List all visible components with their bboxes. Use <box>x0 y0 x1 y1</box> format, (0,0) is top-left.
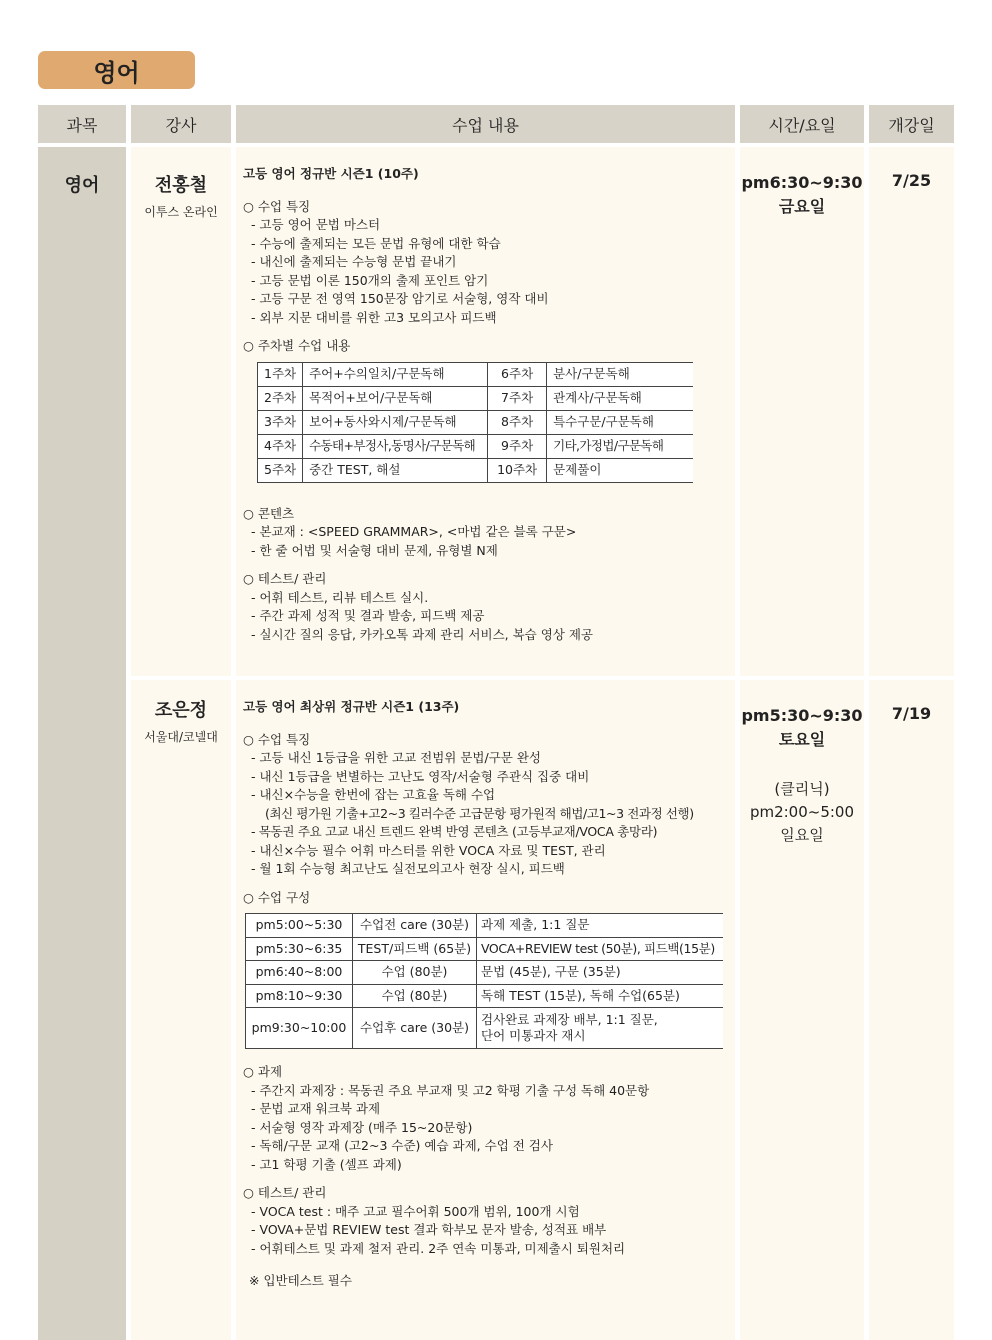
header-start-date: 개강일 <box>869 105 954 143</box>
table-row <box>258 434 694 458</box>
list-item: - 내신에 출제되는 수능형 문법 끝내기 <box>251 254 457 269</box>
structure-detail-line: 단어 미통과자 재시 <box>481 1028 586 1043</box>
list-item: - 독해/구문 교재 (고2~3 수준) 예습 과제, 수업 전 검사 <box>251 1138 553 1153</box>
structure-detail-line: 검사완료 과제장 배부, 1:1 질문, <box>481 1012 658 1027</box>
teacher-cell <box>131 147 236 676</box>
structure-time: pm6:40~8:00 <box>246 961 353 985</box>
table-row <box>246 984 724 1008</box>
list-item: - 고등 내신 1등급을 위한 고교 전범위 문법/구문 완성 <box>251 750 541 765</box>
structure-part: 수업후 care (30분) <box>353 1008 477 1049</box>
list-item: - VOVA+문법 REVIEW test 결과 학부모 문자 발송, 성적표 배부 <box>251 1222 607 1237</box>
teacher-name: 조은정 <box>154 700 208 721</box>
list-item: - 수능에 출제되는 모든 문법 유형에 대한 학습 <box>251 235 501 251</box>
week-cell: 6주차 <box>488 362 547 386</box>
start-date-cell <box>869 680 954 1340</box>
week-topic: 주어+수의일치/구문독해 <box>303 362 488 386</box>
subject-label: 영어 <box>64 175 100 196</box>
table-row <box>258 410 694 434</box>
content-cell <box>236 680 740 1340</box>
week-cell: 4주차 <box>258 434 303 458</box>
week-cell: 1주차 <box>258 362 303 386</box>
week-topic: 중간 TEST, 해설 <box>303 458 488 482</box>
teacher-affiliation: 이투스 온라인 <box>144 205 218 219</box>
structure-detail: 과제 제출, 1:1 질문 <box>477 914 724 938</box>
header-teacher: 강사 <box>131 105 236 143</box>
week-topic: 보어+동사와시제/구문독해 <box>303 410 488 434</box>
test-heading: ○ 테스트/ 관리 <box>243 571 327 586</box>
features-heading: ○ 수업 특징 <box>243 198 311 214</box>
test-heading: ○ 테스트/ 관리 <box>243 1185 327 1200</box>
teacher-name: 전홍철 <box>154 175 208 196</box>
weekly-table <box>257 362 693 483</box>
teacher-affiliation: 서울대/코넬대 <box>144 730 218 744</box>
structure-part: 수업 (80분) <box>353 984 477 1008</box>
list-item: - VOCA test : 매주 고교 필수어휘 500개 범위, 100개 시험 <box>251 1203 580 1219</box>
structure-time: pm5:00~5:30 <box>246 914 353 938</box>
schedule-table <box>38 105 954 1340</box>
table-row <box>258 386 694 410</box>
list-item: - 어휘 테스트, 리뷰 테스트 실시. <box>251 589 429 605</box>
table-row <box>246 961 724 985</box>
list-item: - 고1 학평 기출 (셀프 과제) <box>251 1156 402 1172</box>
clinic-label: (클리닉) <box>774 780 830 798</box>
list-item: - 문법 교재 워크북 과제 <box>251 1101 381 1116</box>
clinic-time: pm2:00~5:00 <box>749 803 855 821</box>
list-item: - 외부 지문 대비를 위한 고3 모의고사 피드백 <box>251 309 497 325</box>
list-item: - 내신 1등급을 변별하는 고난도 영작/서술형 주관식 집중 대비 <box>251 768 590 784</box>
weekly-heading: ○ 주차별 수업 내용 <box>243 338 351 353</box>
table-row <box>246 1008 724 1049</box>
class-time: pm6:30~9:30 <box>741 173 863 192</box>
header-subject: 과목 <box>38 105 131 143</box>
list-item: - 고등 영어 문법 마스터 <box>251 217 381 232</box>
week-cell: 7주차 <box>488 386 547 410</box>
structure-part: TEST/피드백 (65분) <box>353 937 477 961</box>
week-topic: 관계사/구문독해 <box>547 386 694 410</box>
list-item: - 주간 과제 성적 및 결과 발송, 피드백 제공 <box>251 608 485 623</box>
clinic-day: 일요일 <box>780 826 824 844</box>
time-cell <box>740 147 869 676</box>
table-row <box>258 362 694 386</box>
structure-detail: VOCA+REVIEW test (50분), 피드백(15분) <box>477 937 724 961</box>
course-title: 고등 영어 최상위 정규반 시즌1 (13주) <box>243 699 460 714</box>
structure-heading: ○ 수업 구성 <box>243 889 311 905</box>
list-item: (최신 평가원 기출+고2~3 킬러수준 고급문항 평가원적 해법/고1~3 전과정 선행) <box>265 805 694 821</box>
list-item: - 본교재 : <SPEED GRAMMAR>, <마법 같은 블록 구문> <box>251 524 577 539</box>
week-cell: 8주차 <box>488 410 547 434</box>
week-topic: 기타,가정법/구문독해 <box>547 434 694 458</box>
list-item: - 고등 문법 이론 150개의 출제 포인트 암기 <box>251 272 489 288</box>
table-row <box>246 914 724 938</box>
table-row <box>246 937 724 961</box>
section-badge: 영어 <box>38 51 195 89</box>
start-date-cell <box>869 147 954 676</box>
contents-heading: ○ 콘텐츠 <box>243 505 295 521</box>
time-cell <box>740 680 869 1340</box>
course-row <box>38 147 954 676</box>
course-row <box>38 680 954 1340</box>
list-item: - 어휘테스트 및 과제 철저 관리. 2주 연속 미통과, 미제출시 퇴원처리 <box>251 1240 626 1256</box>
structure-table <box>245 913 723 1049</box>
week-topic: 목적어+보어/구문독해 <box>303 386 488 410</box>
list-item: - 주간지 과제장 : 목동권 주요 부교재 및 고2 학평 기출 구성 독해 40문항 <box>251 1082 650 1098</box>
list-item: - 실시간 질의 응답, 카카오톡 과제 관리 서비스, 복습 영상 제공 <box>251 626 593 642</box>
structure-detail: 문법 (45분), 구문 (35분) <box>477 961 724 985</box>
class-day: 토요일 <box>778 730 826 749</box>
structure-time: pm8:10~9:30 <box>246 984 353 1008</box>
class-day: 금요일 <box>778 197 826 216</box>
week-cell: 5주차 <box>258 458 303 482</box>
week-topic: 특수구문/구문독해 <box>547 410 694 434</box>
week-topic: 문제풀이 <box>547 458 694 482</box>
structure-time: pm9:30~10:00 <box>246 1008 353 1049</box>
list-item: - 월 1회 수능형 최고난도 실전모의고사 현장 실시, 피드백 <box>251 861 565 876</box>
structure-part: 수업 (80분) <box>353 961 477 985</box>
table-row <box>258 458 694 482</box>
header-row <box>38 105 954 143</box>
entrance-test-note: ※ 입반테스트 필수 <box>249 1273 352 1288</box>
structure-part: 수업전 care (30분) <box>353 914 477 938</box>
features-heading: ○ 수업 특징 <box>243 731 311 747</box>
week-topic: 수동태+부정사,동명사/구문독해 <box>303 434 488 458</box>
course-title: 고등 영어 정규반 시즌1 (10주) <box>243 166 419 181</box>
header-content: 수업 내용 <box>236 105 740 143</box>
week-cell: 10주차 <box>488 458 547 482</box>
list-item: - 내신×수능 필수 어휘 마스터를 위한 VOCA 자료 및 TEST, 관리 <box>251 842 606 858</box>
list-item: - 내신×수능을 한번에 잡는 고효율 독해 수업 <box>251 787 496 802</box>
start-date: 7/19 <box>891 704 932 723</box>
structure-detail <box>477 1008 724 1049</box>
class-time: pm5:30~9:30 <box>741 706 863 725</box>
structure-detail: 독해 TEST (15분), 독해 수업(65분) <box>477 984 724 1008</box>
teacher-cell <box>131 680 236 1340</box>
header-time: 시간/요일 <box>740 105 869 143</box>
list-item: - 고등 구문 전 영역 150문장 암기로 서술형, 영작 대비 <box>251 291 549 306</box>
week-cell: 2주차 <box>258 386 303 410</box>
subject-cell <box>38 147 131 1340</box>
structure-time: pm5:30~6:35 <box>246 937 353 961</box>
list-item: - 서술형 영작 과제장 (매주 15~20문항) <box>251 1119 473 1135</box>
week-topic: 분사/구문독해 <box>547 362 694 386</box>
homework-heading: ○ 과제 <box>243 1064 283 1079</box>
content-cell <box>236 147 740 676</box>
week-cell: 3주차 <box>258 410 303 434</box>
week-cell: 9주차 <box>488 434 547 458</box>
list-item: - 목동권 주요 고교 내신 트렌드 완벽 반영 콘텐츠 (고등부교재/VOCA 총망라) <box>251 824 658 839</box>
start-date: 7/25 <box>891 171 932 190</box>
list-item: - 한 줄 어법 및 서술형 대비 문제, 유형별 N제 <box>251 542 498 558</box>
